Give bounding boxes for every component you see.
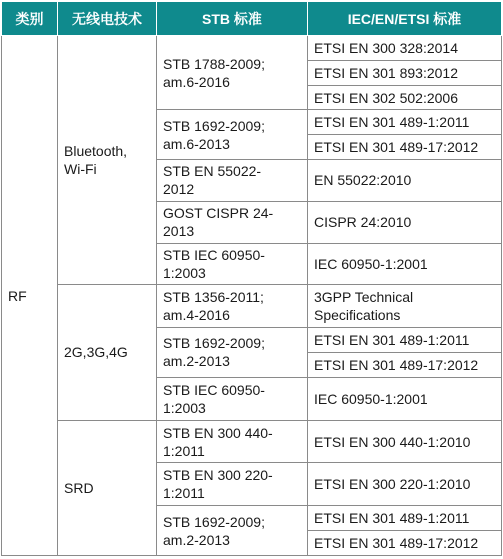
table-row [2,420,502,463]
iec-standard-cell: CISPR 24:2010 [308,201,502,243]
header-category: 类别 [2,2,58,36]
iec-standard-cell: ETSI EN 302 502:2006 [308,85,502,110]
stb-standard-cell: STB EN 55022- 2012 [157,160,308,202]
table-body [2,36,502,556]
standards-table [1,1,502,556]
stb-standard-cell: STB IEC 60950- 1:2003 [157,243,308,285]
stb-standard-cell: STB IEC 60950- 1:2003 [157,377,308,420]
stb-standard-cell: STB 1692-2009; am.2-2013 [157,328,308,378]
stb-standard-cell: STB EN 300 440- 1:2011 [157,420,308,463]
iec-standard-cell: EN 55022:2010 [308,160,502,202]
iec-standard-cell: IEC 60950-1:2001 [308,243,502,285]
technology-cell: 2G,3G,4G [58,285,157,420]
iec-standard-cell: ETSI EN 301 489-1:2011 [308,328,502,353]
stb-standard-cell: STB 1692-2009; am.2-2013 [157,506,308,556]
technology-cell: Bluetooth, Wi-Fi [58,36,157,285]
table-row [2,36,502,61]
iec-standard-cell: ETSI EN 301 489-1:2011 [308,506,502,531]
stb-standard-cell: STB 1788-2009; am.6-2016 [157,36,308,110]
iec-standard-cell: ETSI EN 301 489-17:2012 [308,135,502,160]
table-row [2,285,502,328]
header-row [2,2,502,36]
stb-standard-cell: STB 1692-2009; am.6-2013 [157,110,308,160]
iec-standard-cell: ETSI EN 300 440-1:2010 [308,420,502,463]
stb-standard-cell: STB EN 300 220- 1:2011 [157,463,308,506]
category-cell: RF [2,36,58,556]
iec-standard-cell: ETSI EN 301 489-17:2012 [308,531,502,556]
iec-standard-cell: IEC 60950-1:2001 [308,377,502,420]
iec-standard-cell: ETSI EN 301 489-17:2012 [308,352,502,377]
iec-standard-cell: 3GPP Technical Specifications [308,285,502,328]
technology-cell: SRD [58,420,157,555]
stb-standard-cell: STB 1356-2011; am.4-2016 [157,285,308,328]
header-iec: IEC/EN/ETSI 标准 [308,2,502,36]
iec-standard-cell: ETSI EN 301 893:2012 [308,60,502,85]
iec-standard-cell: ETSI EN 301 489-1:2011 [308,110,502,135]
header-technology: 无线电技术 [58,2,157,36]
header-stb: STB 标准 [157,2,308,36]
stb-standard-cell: GOST CISPR 24- 2013 [157,201,308,243]
iec-standard-cell: ETSI EN 300 220-1:2010 [308,463,502,506]
iec-standard-cell: ETSI EN 300 328:2014 [308,36,502,61]
